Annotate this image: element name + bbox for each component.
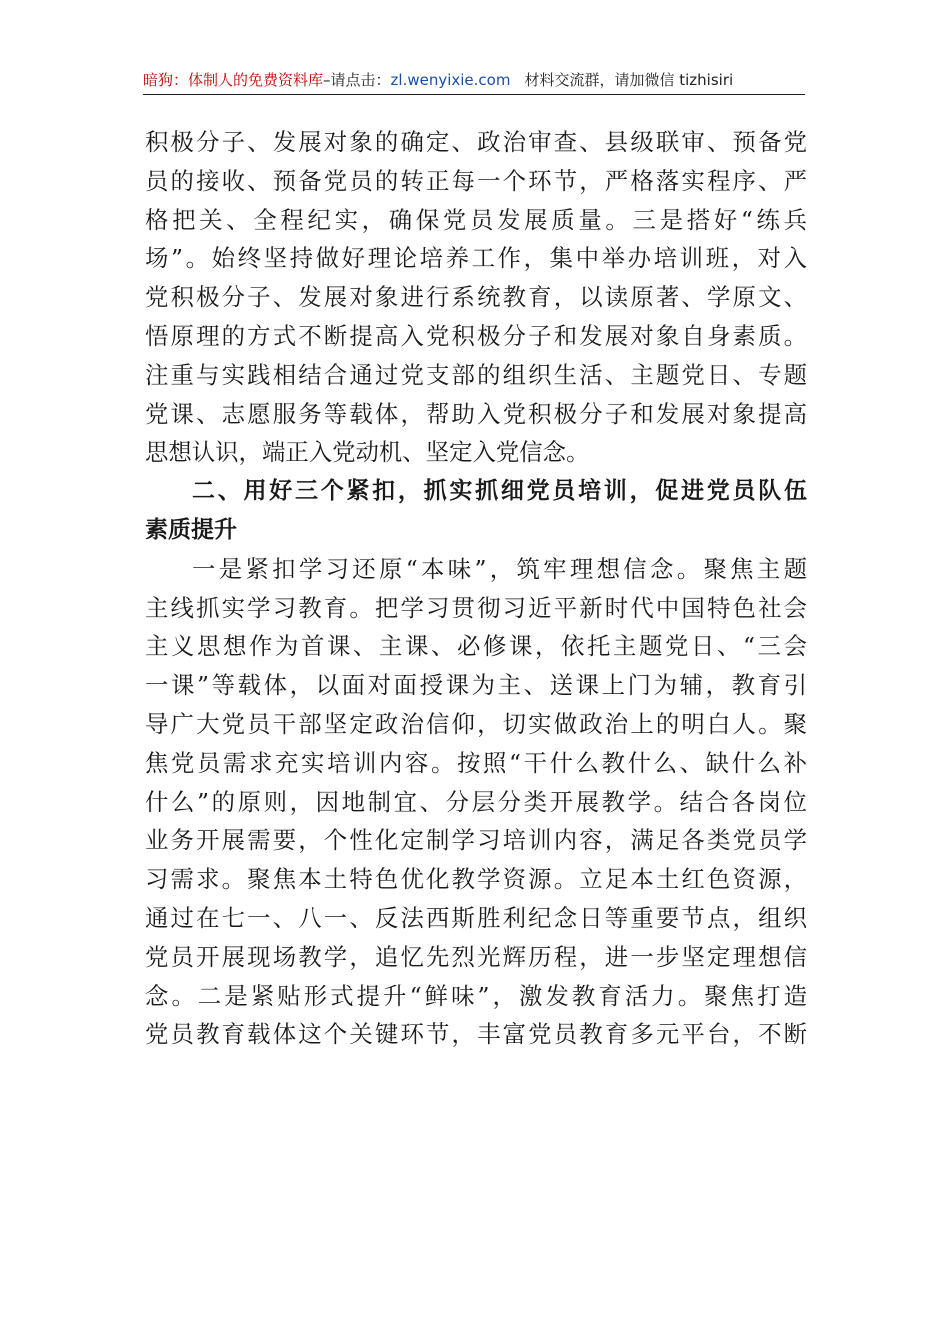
text-line: 什么”的原则，因地制宜、分层分类开展教学。结合各岗位 bbox=[145, 787, 807, 816]
text-line: 习需求。聚焦本土特色优化教学资源。立足本土红色资源， bbox=[145, 865, 807, 894]
document-body bbox=[145, 123, 807, 1054]
header-link[interactable]: zl.wenyixie.com bbox=[390, 71, 511, 89]
text-line: 注重与实践相结合通过党支部的组织生活、主题党日、专题 bbox=[145, 360, 807, 389]
header-wechat-note: 材料交流群，请加微信 tizhisiri bbox=[524, 71, 734, 89]
text-line: 一课”等载体，以面对面授课为主、送课上门为辅，教育引 bbox=[145, 671, 807, 700]
header-click-prompt: –请点击： bbox=[323, 71, 391, 89]
text-line: 思想认识，端正入党动机、坚定入党信念。 bbox=[145, 438, 590, 467]
text-line: 悟原理的方式不断提高入党积极分子和发展对象自身素质。 bbox=[145, 321, 807, 350]
text-line: 党积极分子、发展对象进行系统教育，以读原著、学原文、 bbox=[145, 283, 807, 312]
text-line: 通过在七一、八一、反法西斯胜利纪念日等重要节点，组织 bbox=[145, 903, 807, 932]
text-line: 一是紧扣学习还原“本味”，筑牢理想信念。聚焦主题 bbox=[192, 554, 807, 583]
text-line: 业务开展需要，个性化定制学习培训内容，满足各类党员学 bbox=[145, 826, 807, 855]
text-line: 主义思想作为首课、主课、必修课，依托主题党日、“三会 bbox=[145, 632, 807, 661]
text-line: 党员开展现场教学，追忆先烈光辉历程，进一步坚定理想信 bbox=[145, 942, 807, 971]
section-heading-continued: 素质提升 bbox=[145, 516, 237, 543]
text-line: 员的接收、预备党员的转正每一个环节，严格落实程序、严 bbox=[145, 166, 807, 195]
text-line: 党课、志愿服务等载体，帮助入党积极分子和发展对象提高 bbox=[145, 399, 807, 428]
text-line: 积极分子、发展对象的确定、政治审查、县级联审、预备党 bbox=[145, 128, 807, 156]
text-line: 场”。始终坚持做好理论培养工作，集中举办培训班，对入 bbox=[145, 244, 807, 273]
text-line: 党员教育载体这个关键环节，丰富党员教育多元平台，不断 bbox=[145, 1020, 807, 1049]
text-line: 念。二是紧贴形式提升“鲜味”，激发教育活力。聚焦打造 bbox=[145, 981, 807, 1010]
page-header bbox=[143, 68, 805, 95]
section-heading: 二、用好三个紧扣，抓实抓细党员培训，促进党员队伍 bbox=[192, 478, 807, 505]
text-line: 焦党员需求充实培训内容。按照“干什么教什么、缺什么补 bbox=[145, 748, 807, 777]
header-brand: 暗狗：体制人的免费资料库 bbox=[143, 71, 324, 89]
text-line: 主线抓实学习教育。把学习贯彻习近平新时代中国特色社会 bbox=[145, 593, 807, 622]
text-line: 格把关、全程纪实，确保党员发展质量。三是搭好“练兵 bbox=[145, 205, 807, 234]
text-line: 导广大党员干部坚定政治信仰，切实做政治上的明白人。聚 bbox=[145, 709, 807, 738]
